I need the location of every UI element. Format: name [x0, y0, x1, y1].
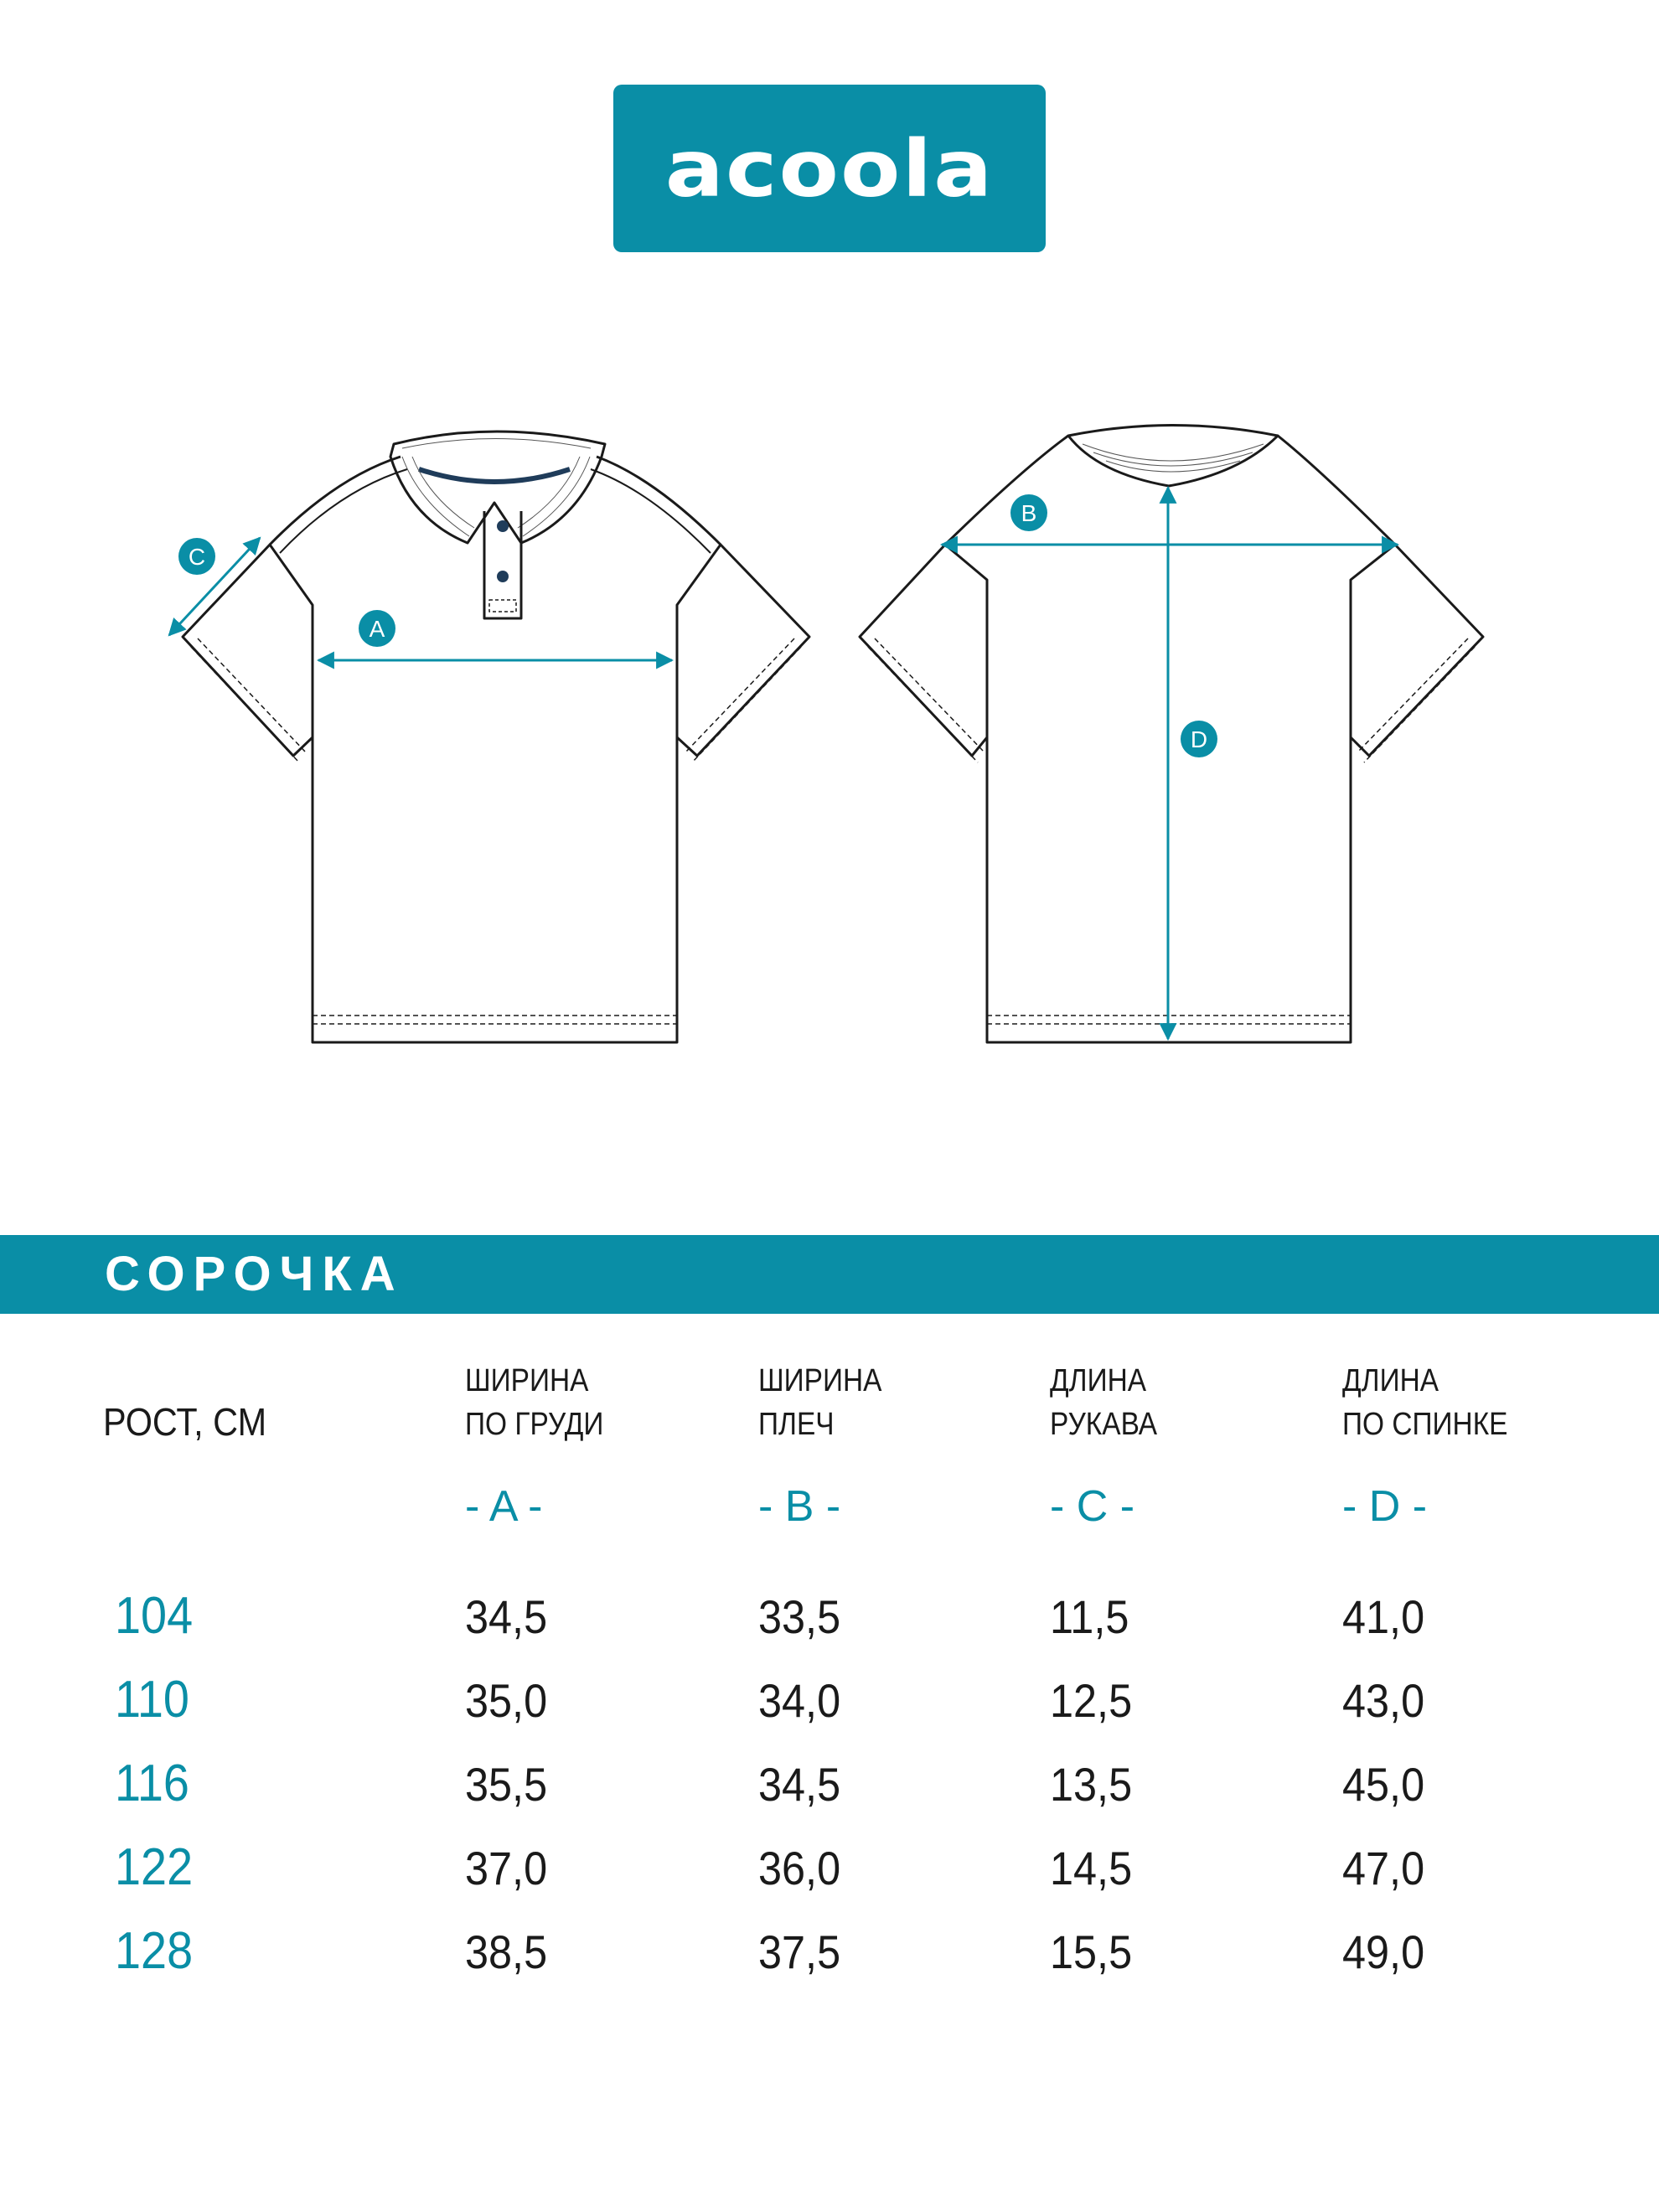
- cell-value: 34,0: [758, 1674, 841, 1727]
- cell-value: 36,0: [758, 1842, 841, 1894]
- cell-value: 43,0: [1342, 1674, 1425, 1727]
- table-row: [0, 1922, 1659, 1992]
- table-row: [0, 1587, 1659, 1657]
- cell-value: 15,5: [1050, 1925, 1133, 1978]
- cell-value: 49,0: [1342, 1925, 1425, 1978]
- marker-a: [359, 610, 395, 647]
- cell-value: 14,5: [1050, 1842, 1133, 1894]
- table-row: [0, 1671, 1659, 1741]
- cell-value: 35,5: [465, 1758, 548, 1811]
- marker-a-label: A: [369, 616, 385, 642]
- title-banner: [0, 1235, 1659, 1314]
- marker-c-label: C: [188, 544, 206, 570]
- size-value: 128: [115, 1922, 194, 1980]
- size-value: 116: [115, 1755, 189, 1812]
- cell-value: 45,0: [1342, 1758, 1425, 1811]
- marker-c: [178, 538, 215, 575]
- product-title: СОРОЧКА: [105, 1247, 404, 1301]
- column-header-a: ШИРИНА ПО ГРУДИ: [465, 1363, 604, 1442]
- size-value: 110: [115, 1671, 189, 1729]
- cell-value: 33,5: [758, 1590, 841, 1643]
- garment-diagram: [0, 402, 1659, 1072]
- marker-d: [1181, 721, 1217, 757]
- column-header-c: ДЛИНА РУКАВА: [1050, 1363, 1158, 1442]
- column-header-b: ШИРИНА ПЛЕЧ: [758, 1363, 882, 1442]
- size-value: 104: [115, 1587, 194, 1645]
- column-letter-d: - D -: [1342, 1482, 1428, 1531]
- back-view: [860, 426, 1483, 1043]
- cell-value: 37,0: [465, 1842, 548, 1894]
- table-row: [0, 1838, 1659, 1909]
- cell-value: 37,5: [758, 1925, 841, 1978]
- cell-value: 11,5: [1050, 1590, 1129, 1643]
- front-view: [183, 432, 809, 1042]
- column-letter-a: - A -: [465, 1482, 543, 1531]
- column-letter-c: - C -: [1050, 1482, 1135, 1531]
- cell-value: 12,5: [1050, 1674, 1133, 1727]
- cell-value: 38,5: [465, 1925, 548, 1978]
- marker-b: [1010, 494, 1047, 531]
- cell-value: 34,5: [465, 1590, 548, 1643]
- size-value: 122: [115, 1838, 194, 1896]
- rost-label: РОСТ, СМ: [103, 1400, 267, 1444]
- cell-value: 41,0: [1342, 1590, 1425, 1643]
- column-letter-b: - B -: [758, 1482, 841, 1531]
- cell-value: 13,5: [1050, 1758, 1133, 1811]
- table-row: [0, 1755, 1659, 1825]
- cell-value: 35,0: [465, 1674, 548, 1727]
- marker-d-label: D: [1190, 726, 1208, 752]
- marker-b-label: B: [1021, 500, 1037, 526]
- brand-logo-text: acoola: [664, 122, 995, 214]
- brand-logo: [613, 85, 1046, 252]
- cell-value: 34,5: [758, 1758, 841, 1811]
- cell-value: 47,0: [1342, 1842, 1425, 1894]
- column-header-d: ДЛИНА ПО СПИНКЕ: [1342, 1363, 1508, 1442]
